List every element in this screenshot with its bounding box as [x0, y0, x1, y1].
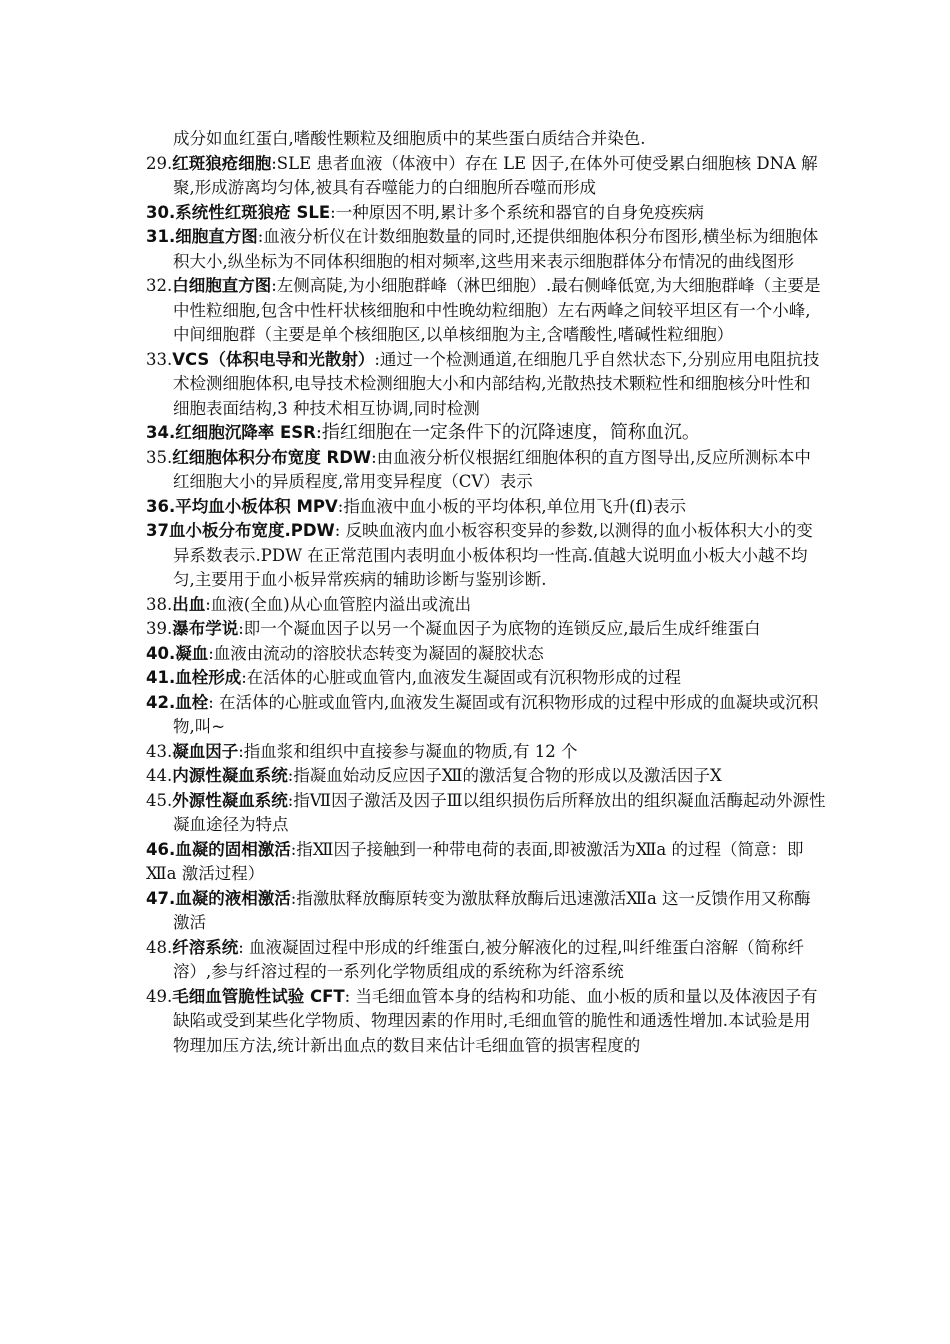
entry-term: 血凝的液相激活: [175, 888, 291, 908]
glossary-entry: [146, 666, 826, 691]
entry-term: 血栓形成: [175, 668, 242, 687]
entry-number: 30.: [146, 202, 176, 222]
entry-definition: :指凝血始动反应因子Ⅻ的激活复合物的形成以及激活因子Ⅹ: [287, 766, 722, 785]
glossary-entry: [146, 642, 826, 667]
glossary-entry: [146, 691, 826, 740]
entry-definition: :指Ⅻ因子接触到一种带电荷的表面,即被激活为Ⅻa 的过程（简意：即Ⅻa 激活过程）: [146, 839, 804, 883]
entry-definition: :血液分析仪在计数细胞数量的同时,还提供细胞体积分布图形,横坐标为细胞体积大小,纵坐标为不同体积细胞的相对频率,这些用来表示细胞群体分布情况的曲线图形: [173, 227, 819, 271]
entry-term: 血栓: [175, 692, 209, 712]
entry-definition: :指血浆和组织中直接参与凝血的物质,有 12 个: [238, 741, 578, 761]
glossary-entry: [146, 421, 826, 446]
glossary-entry: [146, 152, 826, 201]
entry-number: 29.: [146, 153, 173, 173]
glossary-entry: [146, 887, 826, 936]
entry-definition: :指血液中血小板的平均体积,单位用飞升(fl)表示: [337, 496, 686, 516]
entry-definition: :指激肽释放酶原转变为激肽释放酶后迅速激活Ⅻa 这一反馈作用又称酶激活: [173, 888, 811, 932]
entry-number: 35.: [146, 447, 173, 467]
entry-number: 41.: [146, 668, 176, 687]
entry-definition: :左侧高陡,为小细胞群峰（淋巴细胞）.最右侧峰低宽,为大细胞群峰（主要是中性粒细胞,包含中性杆状核细胞和中性晚幼粒细胞）左右两峰之间较平坦区有一个小峰,中间细胞群（主要是单个核细胞区,以单核细胞为主,含嗜酸性,嗜碱性粒细胞）: [173, 276, 821, 344]
glossary-entry: [146, 225, 826, 274]
entry-definition: : 反映血液内血小板容积变异的参数,以测得的血小板体积大小的变异系数表示.PDW 在正常范围内表明血小板体积均一性高.值越大说明血小板大小越不均匀,主要用于血小板异常疾病的辅助诊断与鉴别诊断.: [173, 521, 813, 589]
entry-term: 纤溶系统: [172, 937, 239, 957]
entry-definition: :即一个凝血因子以另一个凝血因子为底物的连锁反应,最后生成纤维蛋白: [238, 619, 761, 638]
entry-definition: :指Ⅶ因子激活及因子Ⅲ以组织损伤后所释放出的组织凝血活酶起动外源性凝血途径为特点: [173, 790, 826, 834]
entry-term: 瀑布学说: [172, 619, 239, 638]
entry-number: 37: [146, 521, 169, 540]
entry-number: 33.: [146, 349, 173, 369]
glossary-entry: [146, 446, 826, 495]
entry-definition: :由血液分析仪根据红细胞体积的直方图导出,反应所测标本中红细胞大小的异质程度,常用变异程度（CV）表示: [173, 447, 811, 491]
entry-term: 毛细血管脆性试验 CFT: [172, 986, 345, 1006]
entry-term: 白细胞直方图: [172, 276, 272, 295]
entry-number: 31.: [146, 227, 176, 246]
glossary-entry: [146, 764, 826, 789]
glossary-entry: [146, 201, 826, 226]
document-body: [146, 127, 826, 1058]
glossary-entry: [146, 617, 826, 642]
entry-definition: :一种原因不明,累计多个系统和器官的自身免疫疾病: [330, 202, 704, 222]
entry-term: 平均血小板体积 MPV: [175, 496, 338, 516]
entry-number: 46.: [146, 839, 176, 859]
glossary-entry: [146, 985, 826, 1059]
glossary-entry: [146, 838, 826, 887]
entry-term: 凝血: [175, 643, 209, 663]
glossary-entry: [146, 274, 826, 348]
entry-term: 红斑狼疮细胞: [172, 153, 272, 173]
entry-term: 凝血因子: [172, 741, 239, 761]
glossary-entry: [146, 593, 826, 618]
entry-term: 内源性凝血系统: [172, 766, 288, 785]
entry-definition: :血液(全血)从心血管腔内溢出或流出: [205, 594, 472, 614]
entry-definition: : 当毛细血管本身的结构和功能、血小板的质和量以及体液因子有缺陷或受到某些化学物质、物理因素的作用时,毛细血管的脆性和通透性增加.本试验是用物理加压方法,统计新出血点的数目来估计毛细血管的损害程度的: [173, 986, 818, 1055]
entry-definition: : 血液凝固过程中形成的纤维蛋白,被分解液化的过程,叫纤维蛋白溶解（简称纤溶）,参与纤溶过程的一系列化学物质组成的系统称为纤溶系统: [173, 937, 805, 981]
entry-number: 32.: [146, 276, 173, 295]
entry-number: 42.: [146, 692, 176, 712]
entry-term: 血小板分布宽度.PDW: [168, 521, 335, 540]
entry-term: 红细胞体积分布宽度 RDW: [172, 447, 372, 467]
entry-number: 48.: [146, 937, 173, 957]
entry-term: 外源性凝血系统: [172, 790, 288, 810]
entry-term: 细胞直方图: [175, 227, 258, 246]
glossary-entry: [146, 936, 826, 985]
entry-term: 系统性红斑狼疮 SLE: [175, 202, 331, 222]
glossary-entry: [146, 740, 826, 765]
entry-definition: :指红细胞在一定条件下的沉降速度，简称血沉。: [315, 422, 700, 443]
entry-number: 34.: [146, 423, 176, 442]
glossary-entry: [146, 495, 826, 520]
glossary-entry: [146, 789, 826, 838]
entry-term: 血凝的固相激活: [175, 839, 291, 859]
entry-term: 出血: [172, 594, 206, 614]
entry-number: 36.: [146, 496, 176, 516]
entry-definition: : 在活体的心脏或血管内,血液发生凝固或有沉积物形成的过程中形成的血凝块或沉积物,叫~: [173, 692, 819, 736]
entry-number: 39.: [146, 619, 173, 638]
entry-number: 44.: [146, 766, 173, 785]
entry-number: 47.: [146, 888, 176, 908]
entry-number: 38.: [146, 594, 173, 614]
glossary-entry: [146, 348, 826, 422]
entry-term: 红细胞沉降率 ESR: [175, 423, 316, 442]
entry-number: 45.: [146, 790, 173, 810]
glossary-entry: [146, 519, 826, 593]
entry-number: 49.: [146, 986, 173, 1006]
entry-term: VCS（体积电导和光散射）: [172, 349, 375, 369]
entry-number: 40.: [146, 643, 176, 663]
entry-definition: :SLE 患者血液（体液中）存在 LE 因子,在体外可使受累白细胞核 DNA 解聚,形成游离均匀体,被具有吞噬能力的白细胞所吞噬而形成: [173, 153, 818, 197]
entry-definition: :通过一个检测通道,在细胞几乎自然状态下,分别应用电阻抗技术检测细胞体积,电导技术检测细胞大小和内部结构,光散热技术颗粒性和细胞核分叶性和细胞表面结构,3 种技术相互协调,同时检测: [173, 349, 820, 418]
glossary-list: [146, 152, 826, 1059]
lead-continuation: 成分如血红蛋白,嗜酸性颗粒及细胞质中的某些蛋白质结合并染色.: [173, 129, 646, 148]
entry-definition: :血液由流动的溶胶状态转变为凝固的凝胶状态: [208, 643, 544, 663]
entry-definition: :在活体的心脏或血管内,血液发生凝固或有沉积物形成的过程: [241, 668, 682, 687]
entry-number: 43.: [146, 741, 173, 761]
